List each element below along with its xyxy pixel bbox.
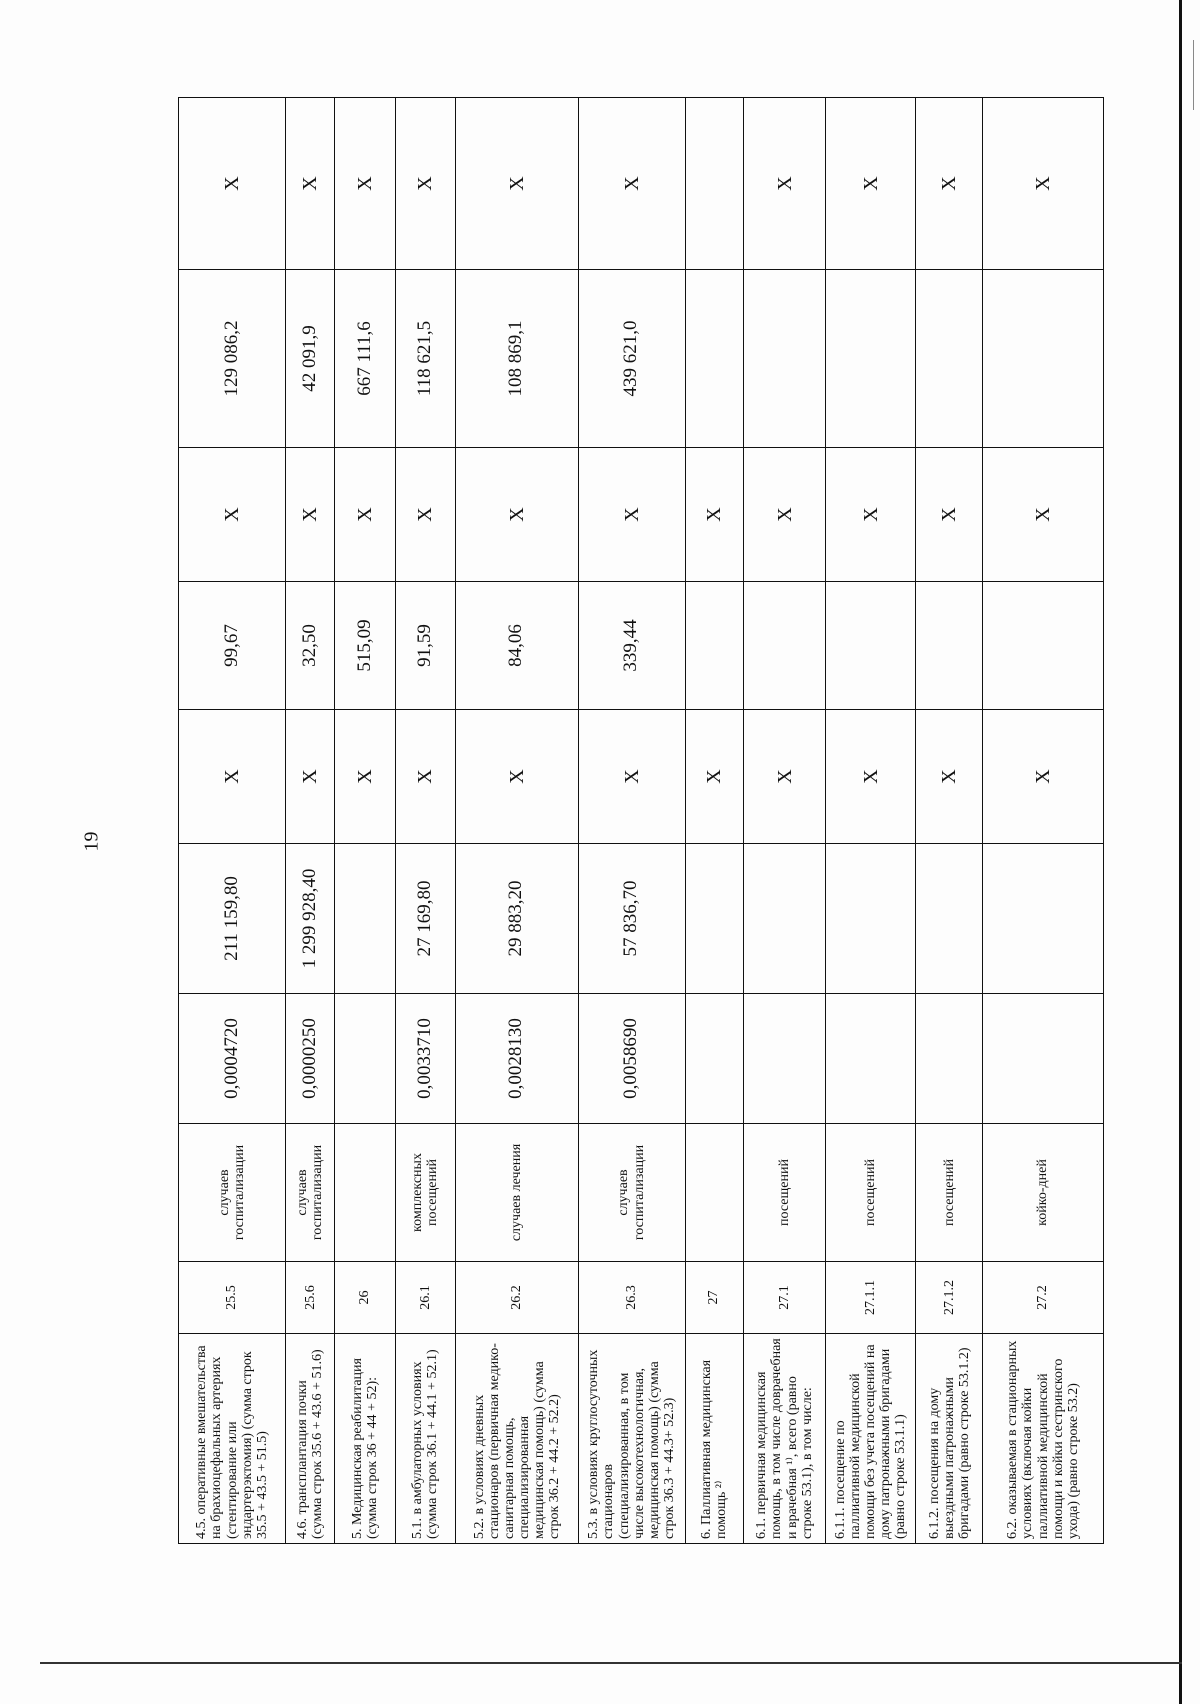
col5-cell: X (685, 448, 743, 582)
unit-cell (335, 1124, 395, 1262)
rate-cell (335, 994, 395, 1124)
per-capita-cell (685, 582, 743, 710)
cost-per-unit-cell: 27 169,80 (395, 844, 455, 994)
col7-cell: X (335, 98, 395, 270)
total-cell (916, 270, 983, 448)
col3-cell: X (685, 710, 743, 844)
col5-cell: X (578, 448, 685, 582)
col3-cell: X (826, 710, 916, 844)
row-name-cell: 6.1. первичная медицинская помощь, в том числе доврачебная и врачебная ¹⁾, всего (равно строке 53.1), в том числе: (743, 1334, 826, 1544)
total-cell: 118 621,5 (395, 270, 455, 448)
unit-cell: посещений (916, 1124, 983, 1262)
rate-cell (685, 994, 743, 1124)
cost-per-unit-cell: 57 836,70 (578, 844, 685, 994)
row-name-cell: 4.5. оперативные вмешательства на брахиоцефальных артериях (стентирование или эндартерэктомия) (сумма строк 35.5 + 43.5 + 51.5) (179, 1334, 286, 1544)
col7-cell: X (983, 98, 1104, 270)
col3-cell: X (395, 710, 455, 844)
col7-cell: X (395, 98, 455, 270)
cost-per-unit-cell (983, 844, 1104, 994)
row-code-cell: 26.2 (455, 1262, 578, 1334)
row-code-cell: 26.1 (395, 1262, 455, 1334)
total-cell: 439 621,0 (578, 270, 685, 448)
unit-cell: комплексных посещений (395, 1124, 455, 1262)
table-row (179, 98, 286, 1544)
row-code-cell: 26.3 (578, 1262, 685, 1334)
col3-cell: X (578, 710, 685, 844)
table-row (983, 98, 1104, 1544)
cost-per-unit-cell (335, 844, 395, 994)
unit-cell: посещений (826, 1124, 916, 1262)
row-name-cell: 4.6. трансплантация почки (сумма строк 35.6 + 43.6 + 51.6) (286, 1334, 335, 1544)
row-name-cell: 6.2. оказываемая в стационарных условиях (включая койки паллиативной медицинской помощи и койки сестринского ухода) (равно строке 53.2) (983, 1334, 1104, 1544)
col7-cell: X (743, 98, 826, 270)
table-row (916, 98, 983, 1544)
cost-per-unit-cell: 29 883,20 (455, 844, 578, 994)
rate-cell (983, 994, 1104, 1124)
data-table (178, 97, 1104, 1544)
binding-edge (1179, 0, 1182, 1704)
per-capita-cell (983, 582, 1104, 710)
unit-cell: посещений (743, 1124, 826, 1262)
rate-cell: 0,0000250 (286, 994, 335, 1124)
col5-cell: X (335, 448, 395, 582)
per-capita-cell: 32,50 (286, 582, 335, 710)
total-cell: 667 111,6 (335, 270, 395, 448)
per-capita-cell: 91,59 (395, 582, 455, 710)
row-code-cell: 27 (685, 1262, 743, 1334)
col5-cell: X (743, 448, 826, 582)
unit-cell: случаев госпитализации (179, 1124, 286, 1262)
col3-cell: X (916, 710, 983, 844)
unit-cell: случаев госпитализации (578, 1124, 685, 1262)
col3-cell: X (335, 710, 395, 844)
row-name-cell: 6.1.2. посещения на дому выездными патронажными бригадами (равно строке 53.1.2) (916, 1334, 983, 1544)
cost-per-unit-cell (743, 844, 826, 994)
table-row (743, 98, 826, 1544)
page-number: 19 (80, 831, 103, 852)
table-row (578, 98, 685, 1544)
row-name-cell: 6. Паллиативная медицинская помощь ²⁾ (685, 1334, 743, 1544)
col7-cell (685, 98, 743, 270)
row-name-cell: 5.1. в амбулаторных условиях (сумма строк 36.1 + 44.1 + 52.1) (395, 1334, 455, 1544)
unit-cell: койко-дней (983, 1124, 1104, 1262)
table-row (286, 98, 335, 1544)
per-capita-cell: 84,06 (455, 582, 578, 710)
unit-cell: случаев госпитализации (286, 1124, 335, 1262)
per-capita-cell: 339,44 (578, 582, 685, 710)
per-capita-cell (743, 582, 826, 710)
cost-per-unit-cell: 1 299 928,40 (286, 844, 335, 994)
row-code-cell: 27.1.2 (916, 1262, 983, 1334)
col5-cell: X (395, 448, 455, 582)
rate-cell: 0,0058690 (578, 994, 685, 1124)
table-body (179, 98, 1104, 1544)
margin-mark (1193, 40, 1194, 110)
row-name-cell: 6.1.1. посещение по паллиативной медицинской помощи без учета посещений на дому патронажными бригадами (равно строке 53.1.1) (826, 1334, 916, 1544)
table-row (455, 98, 578, 1544)
col5-cell: X (179, 448, 286, 582)
col5-cell: X (916, 448, 983, 582)
col5-cell: X (455, 448, 578, 582)
row-code-cell: 27.1.1 (826, 1262, 916, 1334)
col7-cell: X (286, 98, 335, 270)
total-cell: 108 869,1 (455, 270, 578, 448)
col5-cell: X (826, 448, 916, 582)
total-cell (685, 270, 743, 448)
rate-cell (743, 994, 826, 1124)
row-code-cell: 27.1 (743, 1262, 826, 1334)
row-code-cell: 25.5 (179, 1262, 286, 1334)
table-row (395, 98, 455, 1544)
per-capita-cell: 515,09 (335, 582, 395, 710)
col3-cell: X (455, 710, 578, 844)
col5-cell: X (286, 448, 335, 582)
row-name-cell: 5.3. в условиях круглосуточных стационаров (специализированная, в том числе высокотехнологичная, медицинская помощь) (сумма строк 36.3 + 44.3+ 52.3) (578, 1334, 685, 1544)
table-row (826, 98, 916, 1544)
col3-cell: X (743, 710, 826, 844)
col7-cell: X (578, 98, 685, 270)
row-code-cell: 27.2 (983, 1262, 1104, 1334)
cost-per-unit-cell (685, 844, 743, 994)
total-cell: 129 086,2 (179, 270, 286, 448)
per-capita-cell (916, 582, 983, 710)
rotated-table-container (178, 98, 1104, 1544)
row-name-cell: 5. Медицинская реабилитация (сумма строк 36 + 44 + 52): (335, 1334, 395, 1544)
bottom-rule (40, 1662, 1182, 1664)
total-cell: 42 091,9 (286, 270, 335, 448)
rate-cell (826, 994, 916, 1124)
row-code-cell: 25.6 (286, 1262, 335, 1334)
unit-cell (685, 1124, 743, 1262)
col3-cell: X (983, 710, 1104, 844)
per-capita-cell (826, 582, 916, 710)
total-cell (983, 270, 1104, 448)
col7-cell: X (179, 98, 286, 270)
col7-cell: X (455, 98, 578, 270)
row-name-cell: 5.2. в условиях дневных стационаров (первичная медико-санитарная помощь, специализированная медицинская помощь) (сумма строк 36.2 + 44.2 + 52.2) (455, 1334, 578, 1544)
col3-cell: X (286, 710, 335, 844)
unit-cell: случаев лечения (455, 1124, 578, 1262)
col7-cell: X (916, 98, 983, 270)
table-row (335, 98, 395, 1544)
cost-per-unit-cell: 211 159,80 (179, 844, 286, 994)
col3-cell: X (179, 710, 286, 844)
total-cell (826, 270, 916, 448)
table-row (685, 98, 743, 1544)
rate-cell (916, 994, 983, 1124)
col7-cell: X (826, 98, 916, 270)
total-cell (743, 270, 826, 448)
col5-cell: X (983, 448, 1104, 582)
rate-cell: 0,0004720 (179, 994, 286, 1124)
row-code-cell: 26 (335, 1262, 395, 1334)
cost-per-unit-cell (826, 844, 916, 994)
rate-cell: 0,0028130 (455, 994, 578, 1124)
cost-per-unit-cell (916, 844, 983, 994)
rate-cell: 0,0033710 (395, 994, 455, 1124)
per-capita-cell: 99,67 (179, 582, 286, 710)
